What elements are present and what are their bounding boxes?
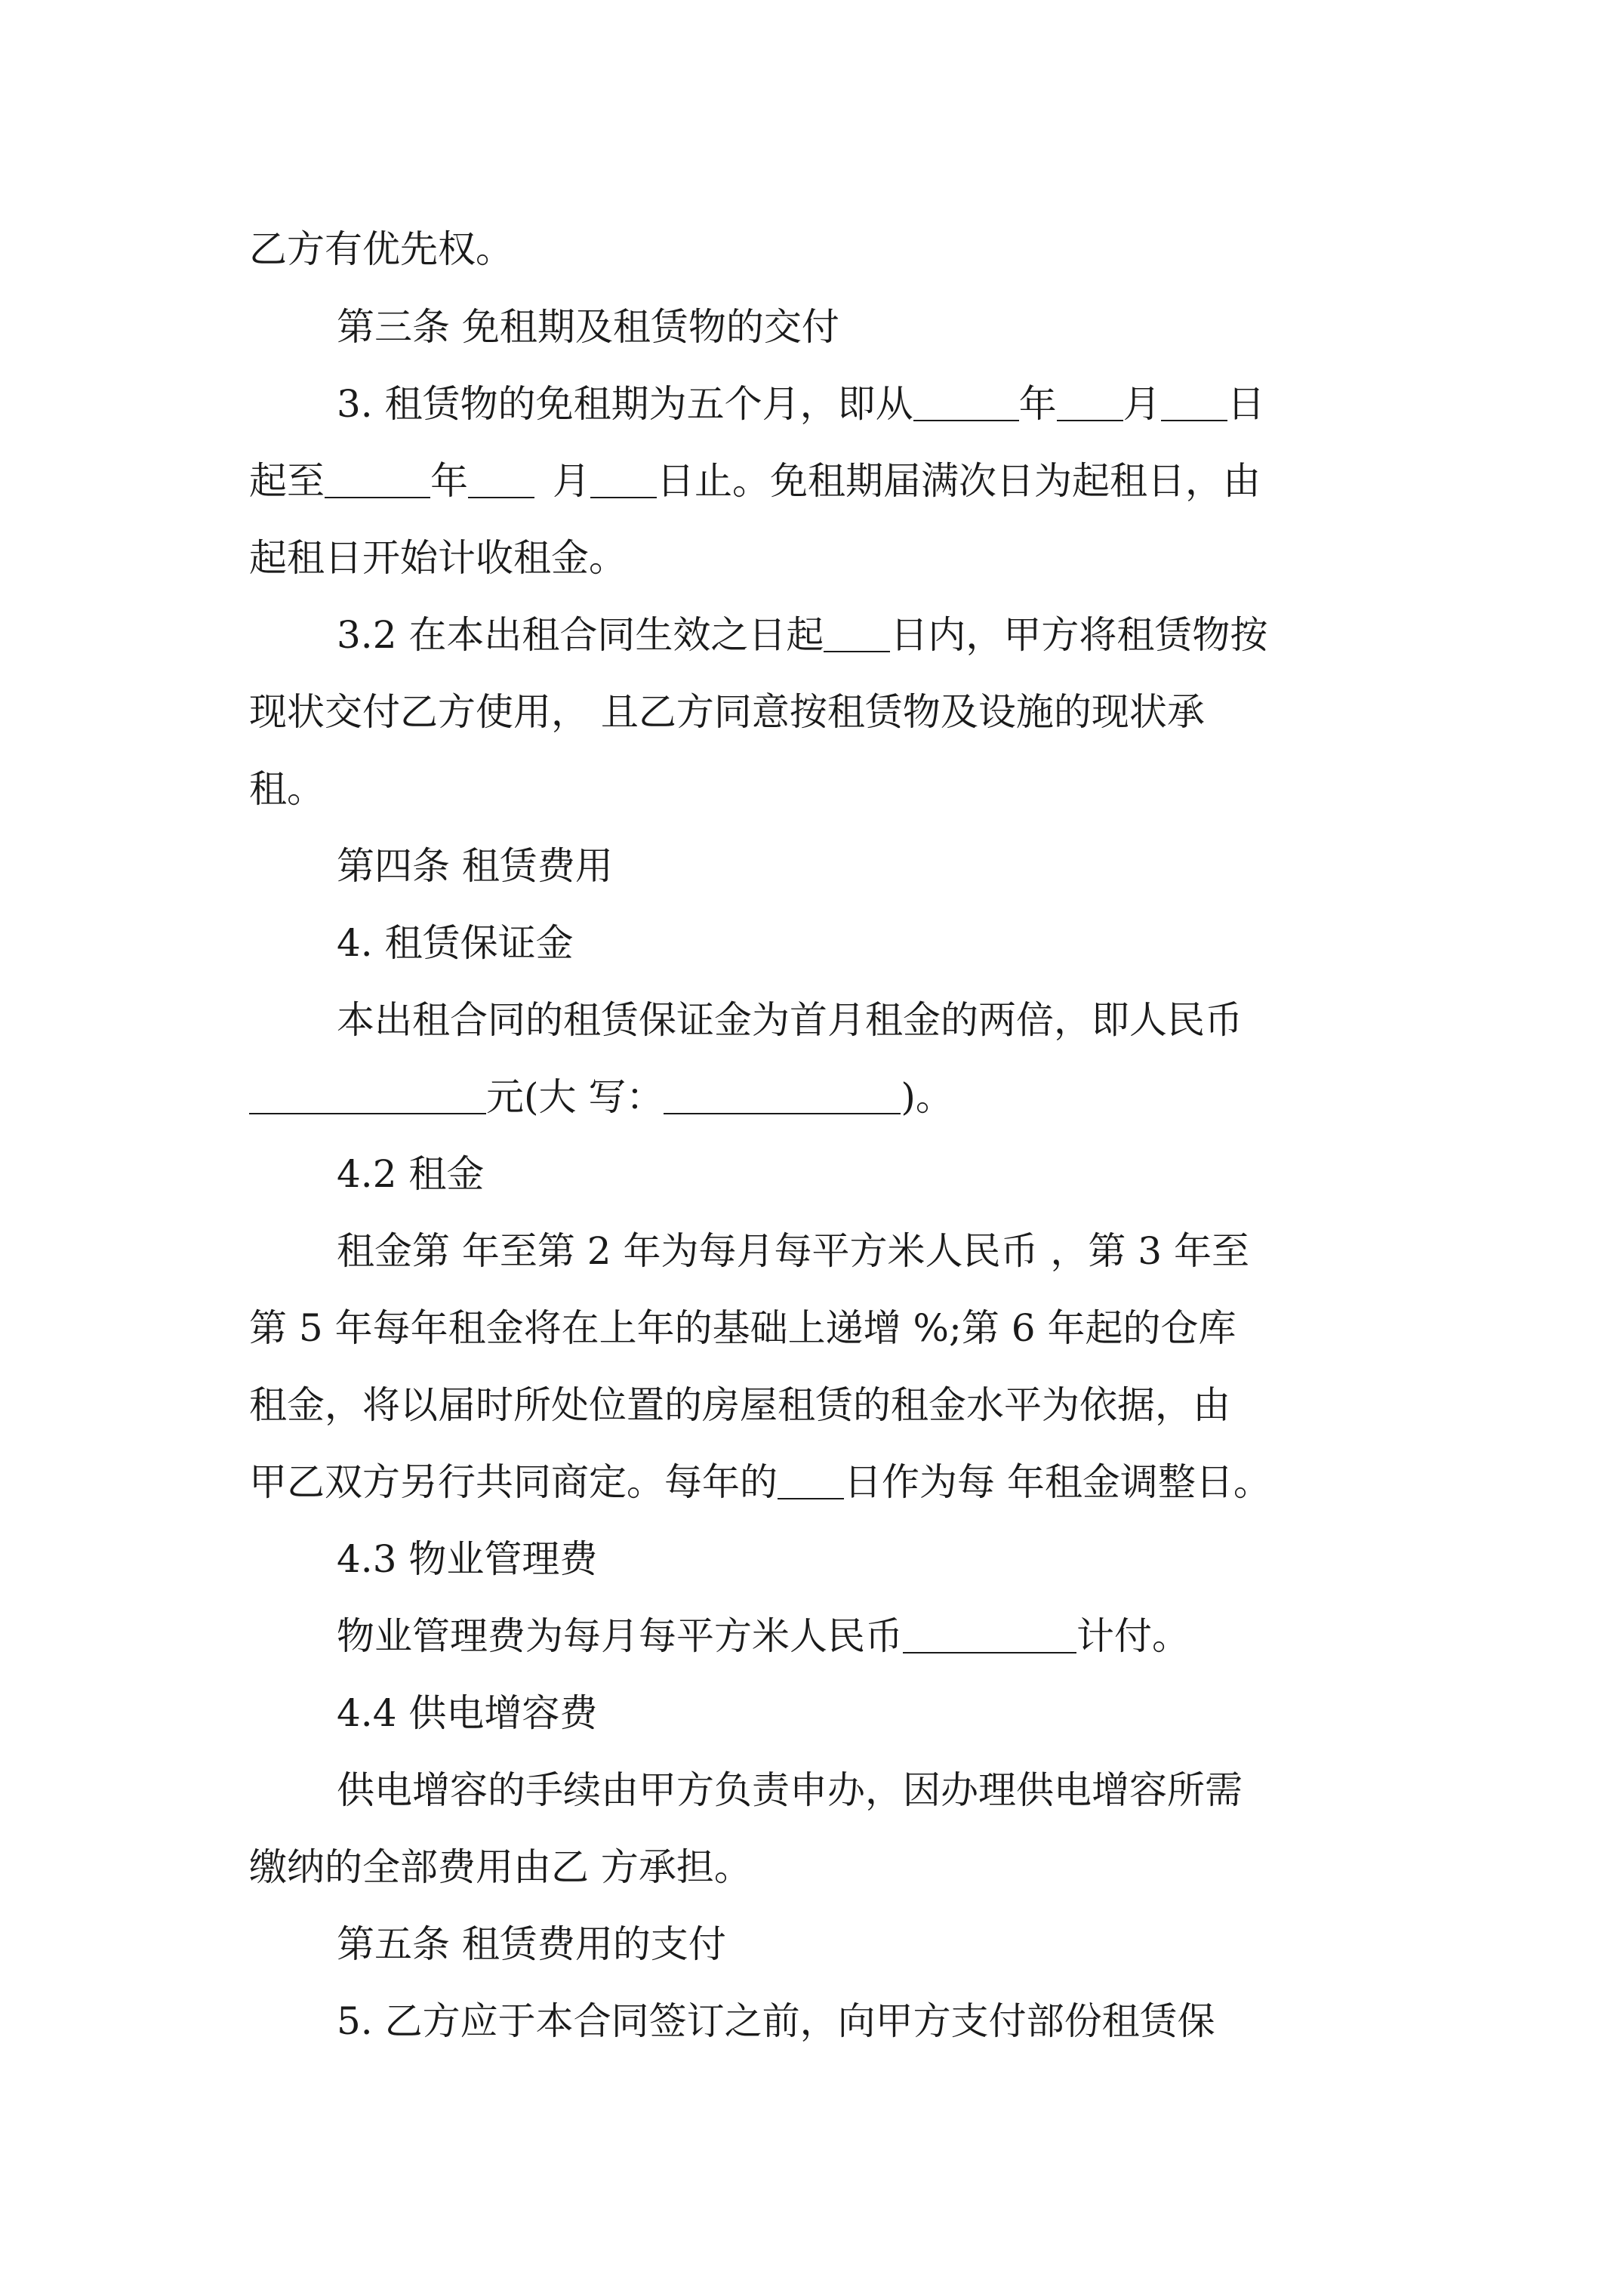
heading-text: 4.3 物业管理费 xyxy=(337,1537,598,1581)
line-text: 租金第 年至第 2 年为每月每平方米人民币 ，第 3 年至 xyxy=(337,1229,1249,1273)
line-text: 租金，将以届时所处位置的房屋租赁的租金水平为依据，由 xyxy=(249,1383,1230,1427)
line-text: 3. 租赁物的免租期为五个月，即从 xyxy=(337,382,913,426)
text-line xyxy=(249,215,1389,283)
line-text: 3.2 在本出租合同生效之日起 xyxy=(337,613,824,657)
line-text: 甲乙双方另行共同商定。每年的 xyxy=(249,1460,778,1504)
heading-text: 4. 租赁保证金 xyxy=(337,921,574,965)
text-line xyxy=(249,1448,1389,1516)
heading-text: 4.2 租金 xyxy=(337,1152,485,1196)
text-line xyxy=(337,1602,1389,1670)
fill-blank[interactable] xyxy=(903,1613,1076,1653)
fill-blank[interactable] xyxy=(664,1074,901,1114)
text-line xyxy=(249,1833,1389,1901)
line-text: 起至 xyxy=(249,459,325,503)
line-text: 年 xyxy=(430,459,468,503)
text-line xyxy=(249,1294,1389,1362)
text-line xyxy=(337,1756,1389,1824)
line-text: 日止。免租期届满次日为起租日，由 xyxy=(657,459,1261,503)
heading-text: 4.4 供电增容费 xyxy=(337,1691,598,1735)
line-text: 物业管理费为每月每平方米人民币 xyxy=(337,1614,903,1658)
text-line xyxy=(249,755,1389,823)
fill-blank[interactable] xyxy=(913,381,1019,421)
heading-text: 第五条 租赁费用的支付 xyxy=(337,1922,726,1966)
fill-blank[interactable] xyxy=(468,458,534,498)
fill-blank[interactable] xyxy=(1057,381,1123,421)
fill-blank[interactable] xyxy=(590,458,657,498)
line-text: 月 xyxy=(553,459,590,503)
fill-blank[interactable] xyxy=(778,1459,844,1499)
subsection-heading xyxy=(337,909,1389,977)
fill-blank[interactable] xyxy=(249,1074,486,1114)
text-line xyxy=(249,1371,1389,1439)
text-line xyxy=(337,370,1389,438)
text-line xyxy=(337,1217,1389,1285)
line-text: 现状交付乙方使用， 且乙方同意按租赁物及设施的现状承 xyxy=(249,690,1205,734)
line-text: 供电增容的手续由甲方负责申办，因办理供电增容所需 xyxy=(337,1768,1243,1812)
text-line xyxy=(337,986,1389,1054)
section-heading-3 xyxy=(337,293,1389,361)
line-text: )。 xyxy=(901,1075,953,1119)
line-text: 日内，甲方将租赁物按 xyxy=(890,613,1268,657)
line-text: 计付。 xyxy=(1076,1614,1190,1658)
line-text: 日作为每 年租金调整日。 xyxy=(844,1460,1271,1504)
line-text: 元(大 写： xyxy=(486,1075,664,1119)
heading-text: 第四条 租赁费用 xyxy=(337,844,613,888)
line-text: 本出租合同的租赁保证金为首月租金的两倍，即人民币 xyxy=(337,998,1243,1042)
text-line xyxy=(249,447,1389,515)
text-line xyxy=(249,1063,1389,1131)
heading-text: 第三条 免租期及租赁物的交付 xyxy=(337,305,839,349)
fill-blank[interactable] xyxy=(325,458,430,498)
text-line xyxy=(249,524,1389,592)
line-text: 日 xyxy=(1227,382,1265,426)
text-line xyxy=(337,1987,1389,2055)
fill-blank[interactable] xyxy=(824,612,890,652)
fill-blank[interactable] xyxy=(1161,381,1227,421)
section-heading-5 xyxy=(337,1910,1389,1978)
line-text: 乙方有优先权。 xyxy=(249,227,513,271)
section-heading-4 xyxy=(337,832,1389,900)
line-text: 起租日开始计收租金。 xyxy=(249,536,627,580)
line-text: 5. 乙方应于本合同签订之前，向甲方支付部份租赁保 xyxy=(337,1999,1215,2043)
line-text: 月 xyxy=(1123,382,1161,426)
subsection-heading xyxy=(337,1525,1389,1593)
subsection-heading xyxy=(337,1140,1389,1208)
text-line xyxy=(337,601,1389,669)
subsection-heading xyxy=(337,1679,1389,1747)
line-text: 缴纳的全部费用由乙 方承担。 xyxy=(249,1845,752,1889)
text-line xyxy=(249,678,1389,746)
line-text: 第 5 年每年租金将在上年的基础上递增 %;第 6 年起的仓库 xyxy=(249,1306,1236,1350)
line-text: 年 xyxy=(1018,382,1057,426)
line-text: 租。 xyxy=(249,767,325,811)
